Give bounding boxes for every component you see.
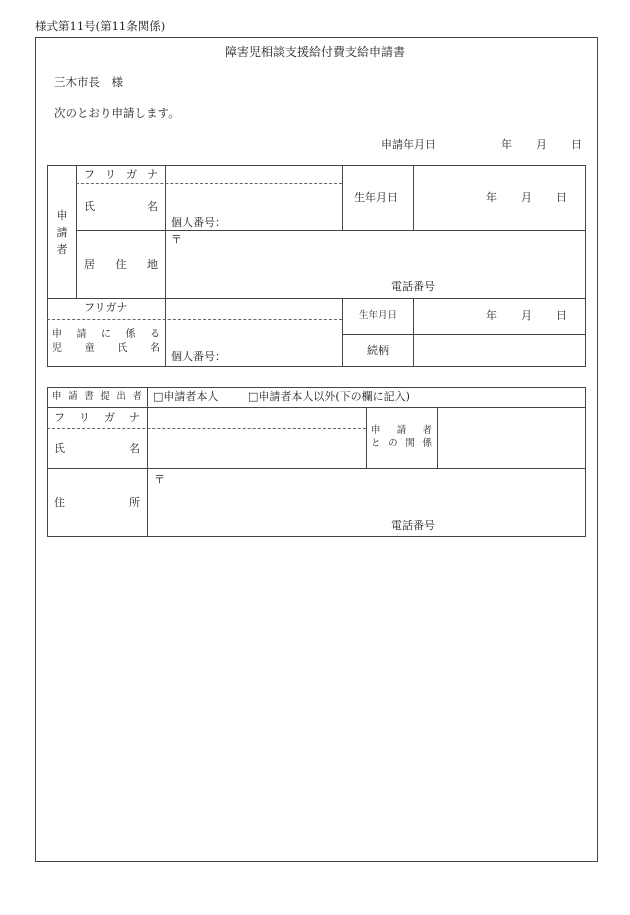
submitter-furigana-label: フ リ ガ ナ bbox=[54, 411, 140, 424]
form-number: 様式第11号(第11条関係) bbox=[35, 19, 166, 33]
submitter-address-field[interactable] bbox=[168, 471, 578, 513]
applicant-phone-label: 電話番号 bbox=[391, 280, 435, 293]
child-name-field[interactable] bbox=[167, 321, 341, 345]
child-name-label-line2: 児 童 氏 名 bbox=[52, 343, 160, 354]
child-furigana-field[interactable] bbox=[167, 300, 341, 318]
applicant-my-number-label: 個人番号： bbox=[171, 216, 226, 229]
applicant-address-label: 居 住 地 bbox=[84, 258, 158, 271]
intro-text: 次のとおり申請します。 bbox=[54, 106, 180, 120]
applicant-postal-mark: 〒 bbox=[171, 233, 182, 246]
child-relationship-label: 続柄 bbox=[367, 344, 389, 357]
submitter-relation-field[interactable] bbox=[439, 409, 584, 467]
child-relationship-field[interactable] bbox=[415, 336, 584, 365]
submitter-furigana-field[interactable] bbox=[149, 409, 365, 427]
child-birth-year[interactable]: 年 bbox=[486, 309, 497, 322]
application-date-month[interactable]: 月 bbox=[536, 138, 547, 151]
applicant-furigana-label: フ リ ガ ナ bbox=[84, 168, 158, 181]
applicant-birth-month[interactable]: 月 bbox=[521, 191, 532, 204]
applicant-furigana-field[interactable] bbox=[167, 166, 341, 182]
applicant-birth-year[interactable]: 年 bbox=[486, 191, 497, 204]
submitter-name-field[interactable] bbox=[149, 430, 365, 467]
applicant-section-label: 申 請 者 bbox=[56, 209, 68, 256]
submitter-postal-mark: 〒 bbox=[154, 473, 165, 486]
application-date-label: 申請年月日 bbox=[381, 138, 436, 151]
applicant-birth-label: 生年月日 bbox=[354, 191, 398, 204]
submitter-relation-label-line2: と の 関 係 bbox=[371, 438, 432, 449]
submitter-address-label: 住 所 bbox=[54, 496, 140, 509]
child-birth-label: 生年月日 bbox=[359, 310, 398, 321]
form-title: 障害児相談支援給付費支給申請書 bbox=[224, 45, 405, 59]
submitter-name-label: 氏 名 bbox=[54, 442, 140, 455]
submitter-phone-label: 電話番号 bbox=[391, 519, 435, 532]
child-birth-month[interactable]: 月 bbox=[521, 309, 532, 322]
applicant-address-field[interactable] bbox=[185, 233, 575, 275]
applicant-name-label: 氏 名 bbox=[84, 200, 158, 213]
child-name-label-line1: 申 請 に 係 る bbox=[52, 329, 160, 340]
child-birth-day[interactable]: 日 bbox=[556, 309, 567, 322]
addressee: 三木市長 様 bbox=[54, 75, 123, 89]
child-furigana-label: フリガナ bbox=[84, 301, 128, 314]
applicant-name-field[interactable] bbox=[167, 185, 341, 213]
application-date-year[interactable]: 年 bbox=[501, 138, 512, 151]
submitter-label: 申 請 書 提 出 者 bbox=[52, 391, 142, 402]
submitter-relation-label-line1: 申 請 者 bbox=[371, 425, 432, 436]
applicant-birth-day[interactable]: 日 bbox=[556, 191, 567, 204]
submitter-option-self-checkbox[interactable]: □申請者本人 bbox=[153, 390, 219, 403]
child-my-number-label: 個人番号： bbox=[171, 350, 226, 363]
submitter-option-other-checkbox[interactable]: □申請者本人以外(下の欄に記入) bbox=[248, 390, 410, 403]
application-date-day[interactable]: 日 bbox=[571, 138, 582, 151]
